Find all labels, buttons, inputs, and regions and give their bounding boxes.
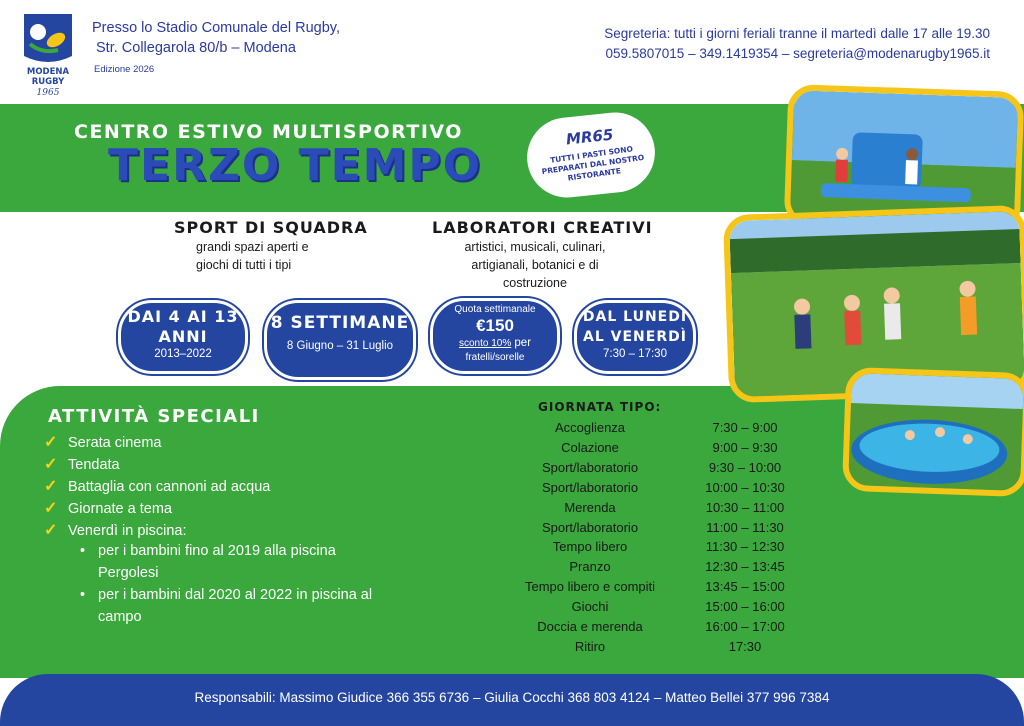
days-pill [574,300,696,374]
schedule-time: 10:00 – 10:30 [705,479,785,495]
schedule-activity: Sport/laboratorio [541,459,639,475]
activity-label: Battaglia con cannoni ad acqua [68,479,271,495]
special-activities-title: ATTIVITÀ SPECIALI [48,406,260,427]
sub-item-label: per i bambini fino al 2019 alla piscina Pergolesi [98,543,336,581]
check-icon: ✓ [44,456,58,473]
list-item [44,498,270,520]
schedule-row [500,478,810,498]
schedule-activity: Tempo libero [552,539,628,555]
labs-title: LABORATORI CREATIVI [432,218,653,237]
schedule-activity: Ritiro [574,638,606,654]
list-item [44,432,270,454]
weeks-title: 8 SETTIMANE [270,313,410,333]
schedule-time: 17:30 [728,638,762,654]
labs-line-3: costruzione [503,276,567,290]
secretariat-contact [604,24,990,64]
contact-details[interactable]: 059.5807015 – 349.1419354 – segreteria@modenarugby1965.it [605,46,990,61]
price-label: Quota settimanale [454,304,536,315]
schedule-row [500,518,810,538]
pool-sub-list [80,540,400,628]
ages-title-2: ANNI [158,327,208,346]
days-title-2: AL VENERDÌ [583,329,687,345]
sport-description [196,238,309,274]
svg-text:MODENA: MODENA [26,67,70,77]
weeks-dates: 8 Giugno – 31 Luglio [286,340,394,352]
activity-label: Venerdì in piscina: [68,523,187,539]
schedule-row [500,617,810,637]
price-value: €150 [476,316,514,335]
labs-line-2: artigianali, botanici e di [471,258,599,272]
schedule-activity: Doccia e merenda [537,619,643,635]
check-icon: ✓ [44,522,58,539]
list-item [44,476,270,498]
activity-label: Giornate a tema [68,501,172,517]
ages-pill [118,300,248,374]
schedule-activity: Colazione [561,439,619,455]
restaurant-note: TUTTI I PASTI SONO PREPARATI DAL NOSTRO RISTORANTE [541,144,645,183]
schedule-time: 13:45 – 15:00 [705,579,785,595]
contact-hours: Segreteria: tutti i giorni feriali tranne il martedì dalle 17 alle 19.30 [604,26,990,41]
list-item [44,520,270,542]
schedule-activity: Merenda [564,499,616,515]
schedule-time: 7:30 – 9:00 [712,420,778,435]
schedule-title: GIORNATA TIPO: [538,400,662,414]
bullet-icon: • [80,543,86,559]
check-icon: ✓ [44,478,58,495]
schedule-row [500,557,810,577]
schedule-row [500,438,810,458]
schedule-time: 16:00 – 17:00 [705,619,785,635]
discount-line [433,336,557,351]
discount-target: fratelli/sorelle [465,352,525,363]
svg-text:RUGBY: RUGBY [31,77,65,87]
schedule-time: 12:30 – 13:45 [705,559,785,575]
address-line-1: Presso lo Stadio Comunale del Rugby, [92,20,340,36]
schedule-row [500,577,810,597]
svg-text:1965: 1965 [36,88,60,98]
discount-for: per [511,337,532,349]
check-icon: ✓ [44,434,58,451]
schedule-time: 9:00 – 9:30 [712,439,778,455]
schedule-activity: Pranzo [569,559,611,575]
schedule-time: 15:00 – 16:00 [705,599,785,615]
check-icon: ✓ [44,500,58,517]
address-line-2: Str. Collegarola 80/b – Modena [96,40,296,56]
discount-amount: sconto 10% [458,338,512,349]
schedule-row [500,637,810,657]
venue-address [92,18,340,58]
schedule-time: 11:00 – 11:30 [706,519,784,535]
schedule-activity: Giochi [571,599,609,615]
list-item [44,454,270,476]
schedule-time: 9:30 – 10:00 [708,459,782,475]
labs-description [440,238,630,292]
edition-label: Edizione 2026 [94,64,155,75]
schedule-time: 10:30 – 11:00 [705,499,785,515]
hero-subtitle: CENTRO ESTIVO MULTISPORTIVO [74,121,463,143]
schedule-activity: Sport/laboratorio [541,519,639,535]
ages-years: 2013–2022 [154,348,212,360]
schedule-row [500,418,810,438]
schedule-time: 11:30 – 12:30 [705,539,785,555]
bullet-icon: • [80,587,86,603]
labs-line-1: artistici, musicali, culinari, [464,240,606,254]
sport-line-1: grandi spazi aperti e [196,240,309,254]
photo-pool [842,367,1024,497]
footer-managers: Responsabili: Massimo Giudice 366 355 6736 – Giulia Cocchi 368 803 4124 – Matteo Bellei 377 996 7384 [194,690,830,705]
schedule-activity: Tempo libero e compiti [524,579,656,595]
days-title-1: DAL LUNEDÌ [582,309,688,325]
modena-rugby-logo [18,10,78,98]
sport-title: SPORT DI SQUADRA [174,218,368,237]
sub-item-label: per i bambini dal 2020 al 2022 in piscina al campo [98,587,373,625]
schedule-row [500,458,810,478]
schedule-row [500,537,810,557]
schedule-row [500,498,810,518]
schedule-table [500,418,810,657]
weeks-pill [264,300,416,380]
sub-list-item [80,540,400,584]
special-activities-list [44,432,270,542]
ages-title-1: DAI 4 AI 13 [127,307,239,326]
schedule-activity: Sport/laboratorio [541,479,639,495]
schedule-activity: Accoglienza [554,420,626,435]
activity-label: Serata cinema [68,435,162,451]
sport-line-2: giochi di tutti i tipi [196,258,292,272]
sub-list-item [80,584,400,628]
hero-title: TERZO TEMPO [108,140,483,191]
price-pill [430,298,560,374]
days-hours: 7:30 – 17:30 [603,348,667,360]
activity-label: Tendata [68,457,120,473]
schedule-row [500,597,810,617]
restaurant-brand: MR65 [565,125,615,149]
